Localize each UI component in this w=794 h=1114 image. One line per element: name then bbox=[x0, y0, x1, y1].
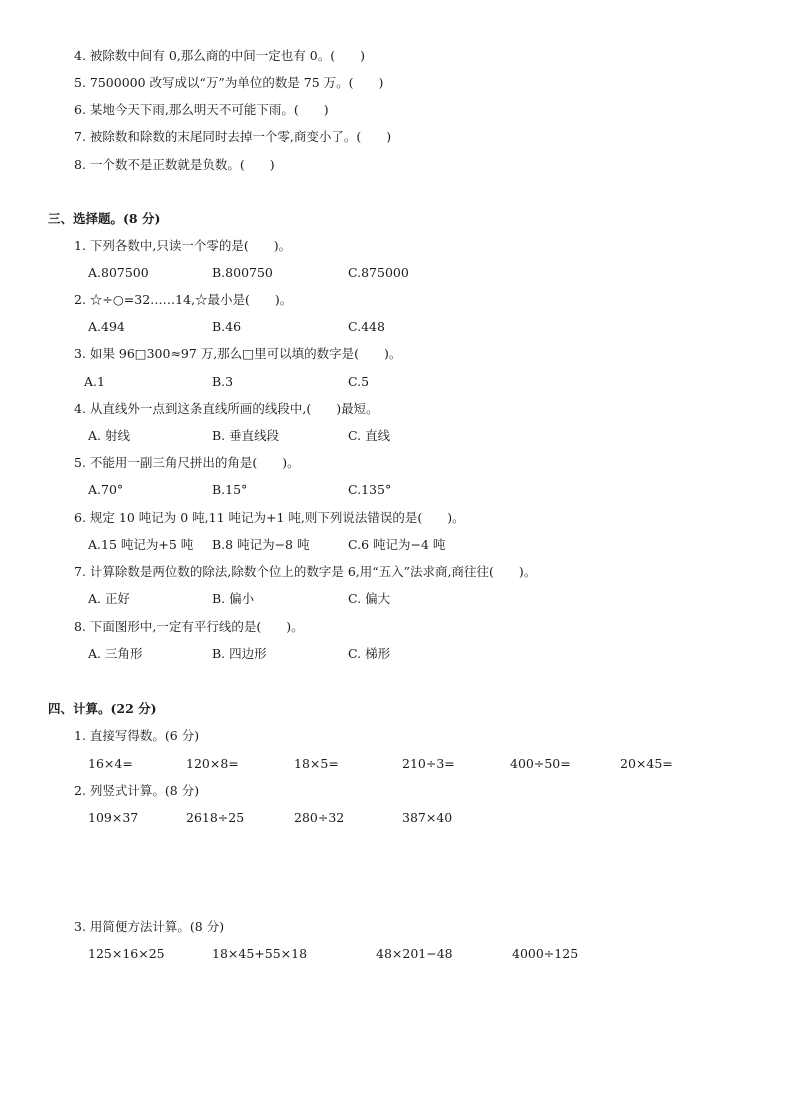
choice-question-2: 2. ☆÷○=32……14,☆最小是( )。 bbox=[74, 292, 293, 307]
choice-question-3: 3. 如果 96□300≈97 万,那么□里可以填的数字是( )。 bbox=[74, 346, 402, 361]
choice-option-3a: A.1 bbox=[84, 374, 105, 389]
choice-option-4a: A. 射线 bbox=[88, 428, 130, 443]
choice-question-4: 4. 从直线外一点到这条直线所画的线段中,( )最短。 bbox=[74, 401, 379, 416]
choice-option-5b: B.15° bbox=[212, 482, 248, 497]
choice-option-5a: A.70° bbox=[88, 482, 124, 497]
choice-option-1a: A.807500 bbox=[88, 265, 149, 280]
section4-title: 四、计算。(22 分) bbox=[48, 701, 157, 716]
vertical-calc-item: 2618÷25 bbox=[186, 810, 245, 825]
mental-calc-item: 120×8= bbox=[186, 756, 239, 771]
mental-calc-item: 20×45= bbox=[620, 756, 673, 771]
choice-question-5: 5. 不能用一副三角尺拼出的角是( )。 bbox=[74, 455, 300, 470]
simplified-calc-item: 48×201−48 bbox=[376, 946, 453, 961]
choice-question-1: 1. 下列各数中,只读一个零的是( )。 bbox=[74, 238, 292, 253]
choice-option-8c: C. 梯形 bbox=[348, 646, 391, 661]
mental-calc-item: 210÷3= bbox=[402, 756, 455, 771]
choice-option-2b: B.46 bbox=[212, 319, 242, 334]
choice-option-8a: A. 三角形 bbox=[88, 646, 143, 661]
choice-option-4c: C. 直线 bbox=[348, 428, 391, 443]
choice-option-7a: A. 正好 bbox=[88, 591, 130, 606]
choice-option-7b: B. 偏小 bbox=[212, 591, 255, 606]
mental-calc-item: 16×4= bbox=[88, 756, 133, 771]
simplified-calc-item: 125×16×25 bbox=[88, 946, 165, 961]
choice-option-8b: B. 四边形 bbox=[212, 646, 267, 661]
choice-option-2c: C.448 bbox=[348, 319, 385, 334]
choice-option-3c: C.5 bbox=[348, 374, 370, 389]
section3-title: 三、选择题。(8 分) bbox=[48, 211, 161, 226]
choice-option-3b: B.3 bbox=[212, 374, 234, 389]
choice-option-6b: B.8 吨记为−8 吨 bbox=[212, 537, 310, 552]
judgment-item-7: 7. 被除数和除数的末尾同时去掉一个零,商变小了。( ) bbox=[74, 129, 392, 144]
vertical-calc-item: 109×37 bbox=[88, 810, 139, 825]
calc-part1-title: 1. 直接写得数。(6 分) bbox=[74, 728, 200, 743]
choice-question-6: 6. 规定 10 吨记为 0 吨,11 吨记为+1 吨,则下列说法错误的是( )。 bbox=[74, 510, 465, 525]
choice-question-7: 7. 计算除数是两位数的除法,除数个位上的数字是 6,用“五入”法求商,商往往( )。 bbox=[74, 564, 537, 579]
vertical-calc-item: 280÷32 bbox=[294, 810, 345, 825]
choice-option-2a: A.494 bbox=[88, 319, 125, 334]
simplified-calc-item: 4000÷125 bbox=[512, 946, 579, 961]
simplified-calc-item: 18×45+55×18 bbox=[212, 946, 308, 961]
choice-option-1b: B.800750 bbox=[212, 265, 273, 280]
choice-option-1c: C.875000 bbox=[348, 265, 409, 280]
vertical-calc-item: 387×40 bbox=[402, 810, 453, 825]
choice-question-8: 8. 下面图形中,一定有平行线的是( )。 bbox=[74, 619, 304, 634]
choice-option-5c: C.135° bbox=[348, 482, 392, 497]
choice-option-6a: A.15 吨记为+5 吨 bbox=[88, 537, 194, 552]
judgment-item-8: 8. 一个数不是正数就是负数。( ) bbox=[74, 157, 275, 172]
calc-part3-title: 3. 用简便方法计算。(8 分) bbox=[74, 919, 225, 934]
mental-calc-item: 18×5= bbox=[294, 756, 339, 771]
judgment-item-4: 4. 被除数中间有 0,那么商的中间一定也有 0。( ) bbox=[74, 48, 365, 63]
mental-calc-item: 400÷50= bbox=[510, 756, 571, 771]
judgment-item-5: 5. 7500000 改写成以“万”为单位的数是 75 万。( ) bbox=[74, 75, 384, 90]
choice-option-7c: C. 偏大 bbox=[348, 591, 391, 606]
choice-option-6c: C.6 吨记为−4 吨 bbox=[348, 537, 446, 552]
calc-part2-title: 2. 列竖式计算。(8 分) bbox=[74, 783, 200, 798]
judgment-item-6: 6. 某地今天下雨,那么明天不可能下雨。( ) bbox=[74, 102, 329, 117]
choice-option-4b: B. 垂直线段 bbox=[212, 428, 280, 443]
